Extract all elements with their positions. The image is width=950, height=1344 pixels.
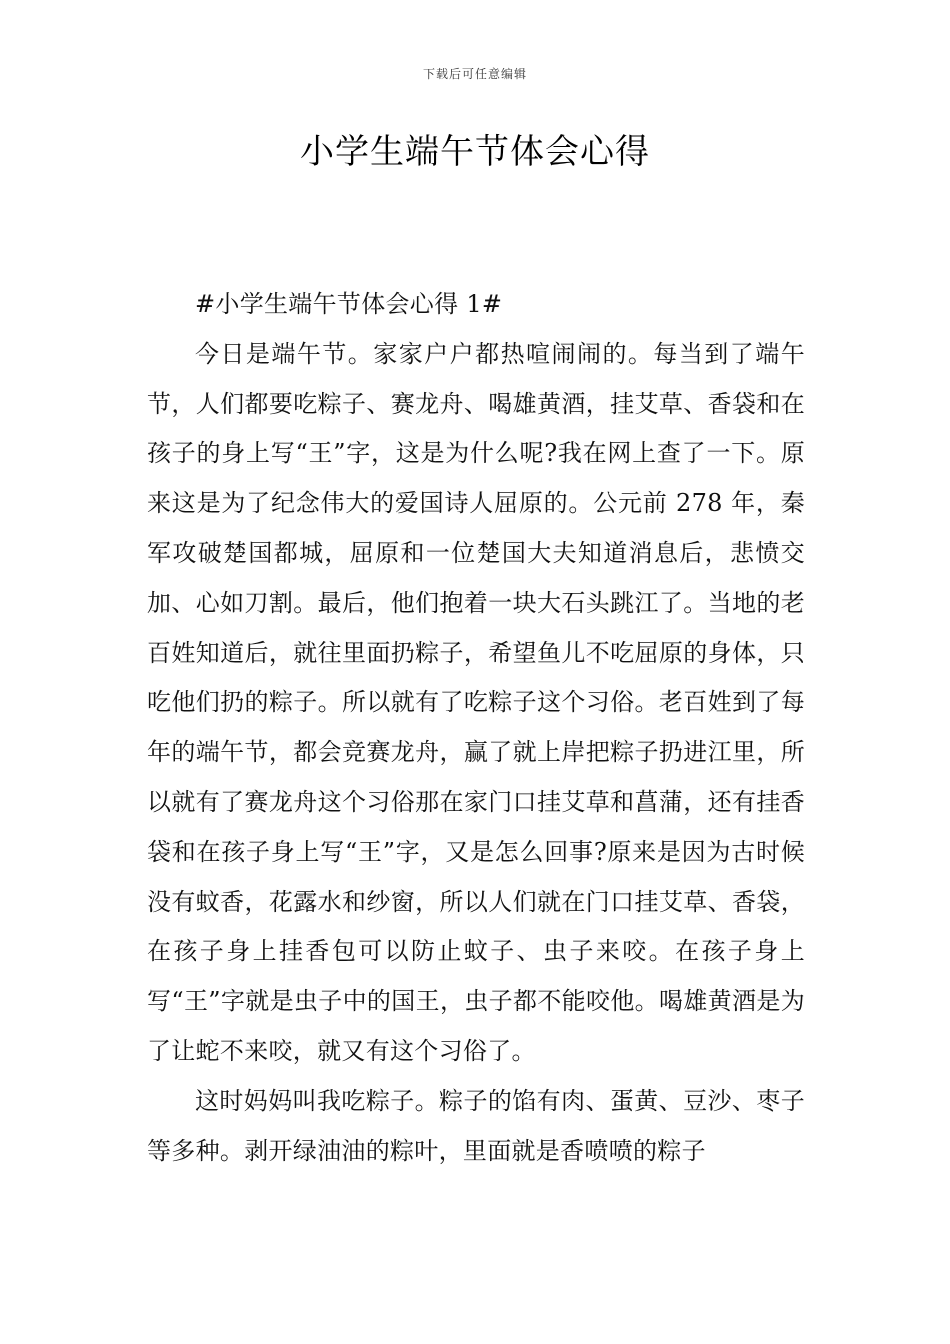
body-paragraph: 这时妈妈叫我吃粽子。粽子的馅有肉、蛋黄、豆沙、枣子等多种。剥开绿油油的粽叶，里面就是香喷喷的粽子	[147, 1086, 805, 1165]
body-paragraph: 今日是端午节。家家户户都热喧闹闹的。每当到了端午节，人们都要吃粽子、赛龙舟、喝雄黄酒，挂艾草、香袋和在孩子的身上写“王”字，这是为什么呢?我在网上查了一下。原来这是为了纪念伟大的爱国诗人屈原的。公元前 278 年，秦军攻破楚国都城，屈原和一位楚国大夫知道消息后，悲愤交加、心如刀割。最后，他们抱着一块大石头跳江了。当地的老百姓知道后，就往里面扔粽子，希望鱼儿不吃屈原的身体，只吃他们扔的粽子。所以就有了吃粽子这个习俗。老百姓到了每年的端午节，都会竞赛龙舟，赢了就上岸把粽子扔进江里，所以就有了赛龙舟这个习俗那在家门口挂艾草和菖蒲，还有挂香袋和在孩子身上写“王”字，又是怎么回事?原来是因为古时候没有蚊香，花露水和纱窗，所以人们就在门口挂艾草、香袋，在孩子身上挂香包可以防止蚊子、虫子来咬。在孩子身上写“王”字就是虫子中的国王，虫子都不能咬他。喝雄黄酒是为了让蛇不来咬，就又有这个习俗了。	[147, 339, 805, 1065]
page-header-note: 下载后可任意编辑	[422, 67, 527, 81]
section-heading: #小学生端午节体会心得 1#	[195, 290, 503, 318]
document-title: 小学生端午节体会心得	[300, 132, 650, 172]
document-body	[147, 280, 805, 1176]
